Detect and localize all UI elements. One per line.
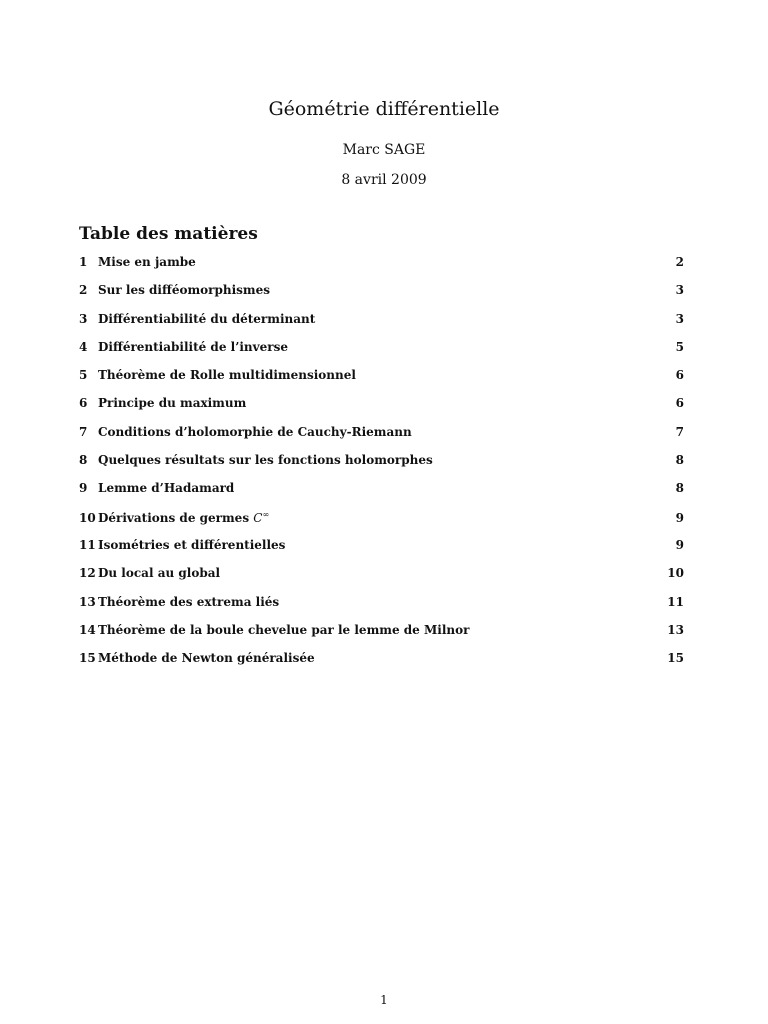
toc-entry-title-text: Lemme d’Hadamard <box>98 481 235 496</box>
toc-entry-title <box>98 651 664 665</box>
toc-entry-page: 2 <box>675 255 684 269</box>
toc-entry[interactable] <box>79 312 684 340</box>
toc-entry-title-text: Méthode de Newton généralisée <box>98 651 315 666</box>
toc-entry-page: 13 <box>667 622 684 637</box>
toc-entry-superscript: ∞ <box>262 509 270 519</box>
toc-entry-number: 5 <box>79 368 88 383</box>
toc-entry-number: 10 <box>79 510 96 525</box>
toc-entry-title <box>98 510 664 525</box>
toc-entry[interactable] <box>79 510 684 538</box>
document-author: Marc SAGE <box>342 142 426 158</box>
toc-entry-title-text: Quelques résultats sur les fonctions holomorphes <box>98 453 433 468</box>
toc-entry-title-text: Différentiabilité du déterminant <box>98 311 316 326</box>
toc-entry-title-text: Différentiabilité de l’inverse <box>98 339 288 354</box>
toc-entry[interactable] <box>79 651 684 679</box>
toc-entry[interactable] <box>79 623 684 651</box>
toc-entry-title <box>98 566 664 580</box>
toc-entry-page: 6 <box>675 368 684 383</box>
toc-entry-number: 14 <box>79 622 96 637</box>
toc-entry[interactable] <box>79 283 684 311</box>
toc-entry-title <box>98 453 664 467</box>
toc-entry-title-text: Théorème de Rolle multidimensionnel <box>98 368 356 383</box>
toc-entry-page: 9 <box>675 510 684 525</box>
toc-entry-number: 2 <box>79 283 88 298</box>
toc-entry-page: 15 <box>667 651 684 666</box>
toc-entry-title <box>98 481 664 495</box>
toc-entry[interactable] <box>79 566 684 594</box>
toc-entry-number: 9 <box>79 481 88 496</box>
toc-entry-page: 9 <box>675 537 684 552</box>
toc-entry[interactable] <box>79 453 684 481</box>
toc-entry-title <box>98 538 664 552</box>
toc-entry-number: 7 <box>79 424 88 439</box>
toc-entry-title-text: Théorème des extrema liés <box>98 594 280 609</box>
page-number: 1 <box>380 993 388 1007</box>
toc-entry-title-text: Dérivations de germes <box>98 510 254 525</box>
toc-entry-title-text: Isométries et différentielles <box>98 537 286 552</box>
toc-entry[interactable] <box>79 396 684 424</box>
toc-entry-title <box>98 340 664 354</box>
toc-entry-title-text: Du local au global <box>98 566 221 581</box>
toc-entry[interactable] <box>79 368 684 396</box>
toc-entry-number: 13 <box>79 594 96 609</box>
toc-entry-page: 3 <box>675 283 684 298</box>
toc-entry-title <box>98 255 664 269</box>
toc-entry-page: 7 <box>675 424 684 439</box>
toc-entry-page: 10 <box>667 566 684 581</box>
toc-entry-title <box>98 396 664 410</box>
document-title: Géométrie différentielle <box>268 98 500 120</box>
toc-entry-page: 5 <box>675 339 684 354</box>
toc-entry[interactable] <box>79 595 684 623</box>
toc-entry-page: 3 <box>675 311 684 326</box>
toc-entry-page: 8 <box>675 453 684 468</box>
toc-entry-number: 12 <box>79 566 96 581</box>
toc-entry-title-text: Sur les difféomorphismes <box>98 283 270 298</box>
toc-entry-number: 4 <box>79 339 88 354</box>
toc-entry-title <box>98 368 664 382</box>
toc-entry-number: 1 <box>79 255 88 269</box>
table-of-contents <box>79 255 684 679</box>
toc-entry-number: 8 <box>79 453 88 468</box>
toc-entry-title <box>98 312 664 326</box>
toc-entry[interactable] <box>79 255 684 283</box>
document-date: 8 avril 2009 <box>341 172 427 188</box>
toc-entry-title-text: Conditions d’holomorphie de Cauchy-Riemann <box>98 424 412 439</box>
toc-entry-number: 15 <box>79 651 96 666</box>
toc-entry-title-text: Théorème de la boule chevelue par le lemme de Milnor <box>98 622 470 637</box>
toc-entry-title-text: Mise en jambe <box>98 255 196 269</box>
toc-entry-title-text: Principe du maximum <box>98 396 247 411</box>
toc-entry-number: 3 <box>79 311 88 326</box>
toc-entry-page: 6 <box>675 396 684 411</box>
toc-entry[interactable] <box>79 481 684 509</box>
toc-entry-title <box>98 595 664 609</box>
toc-entry-math: C <box>253 510 263 525</box>
toc-heading: Table des matières <box>79 224 258 244</box>
toc-entry-title <box>98 623 664 637</box>
toc-entry[interactable] <box>79 425 684 453</box>
toc-entry[interactable] <box>79 538 684 566</box>
toc-entry-page: 11 <box>667 594 684 609</box>
toc-entry-number: 11 <box>79 537 96 552</box>
toc-entry-title <box>98 283 664 297</box>
toc-entry-title <box>98 425 664 439</box>
toc-entry-number: 6 <box>79 396 88 411</box>
toc-entry-page: 8 <box>675 481 684 496</box>
toc-entry[interactable] <box>79 340 684 368</box>
